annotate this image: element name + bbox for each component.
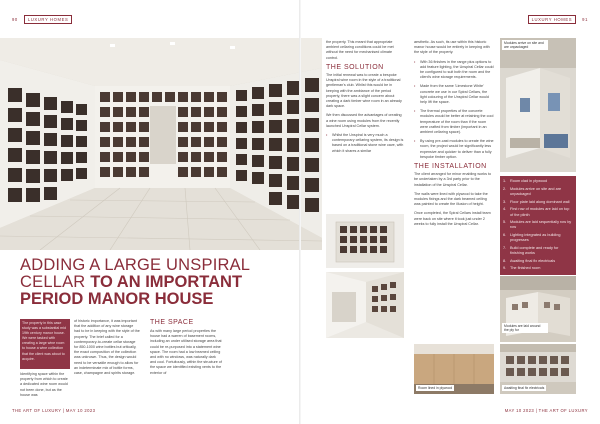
left-section-tag: LUXURY HOMES: [24, 15, 73, 24]
hero-wine-room-photo: [0, 38, 322, 250]
caption-modules-arrive: Modules arrive on site and are unpackaged: [502, 40, 548, 50]
modules-unpacked-photo: [500, 38, 576, 172]
the-installation-heading: THE INSTALLATION: [414, 163, 487, 171]
caption-electricals: Awaiting final fix electricals: [504, 386, 545, 390]
solution-bullet: • Whilst the Unspiral is very much a contemporary cellaring system, its design is based on a traditional stone wine cave, with which it shares a similar: [326, 133, 404, 154]
wine-module-photo: [326, 214, 404, 268]
left-column-b-text: of historic importance, it was important that the addition of any wine storage had to be in keeping with the style of the property. The brief called for a contemporary-to-create cellar storage for 850-1000 wine bottles but critically, the exact composition of the collection was unknown. Thus, the design would need to be versatile enough to allow for an indeterminate mix of bottle forms, case, champagne and spirits storage.: [74, 319, 140, 376]
the-solution-heading: THE SOLUTION: [326, 63, 384, 71]
intro-pullquote: The property in this case study was a substantial mid 19th century manor house. We were tasked with creating a large wine room to house a wine collection that the client was about to acquire.: [20, 319, 70, 369]
r1-intro-text: the property. This meant that appropriate ambient cellaring conditions could be met without the need for mechanised climate control.: [326, 40, 394, 60]
step-item: 6. Lighting integrated as building progresses: [503, 233, 561, 243]
room-corner-photo: [326, 272, 404, 338]
title-line-2-bold: TO AN IMPORTANT: [90, 273, 243, 291]
left-page-number: 90: [12, 16, 18, 22]
step-item: 4. First row of modules are laid on top of the plinth: [503, 207, 570, 217]
benefits-bullets: [414, 60, 494, 160]
left-page-header: [12, 14, 72, 24]
title-line-1: ADDING A LARGE UNSPIRAL: [20, 256, 251, 274]
install-paragraph-2: The walls were lined with plywood to take the modules fixings and the dark beamed ceiling was painted to create the illusion of height.: [414, 191, 488, 207]
article-title: [20, 257, 300, 308]
benefit-bullet: • With 36 finishes in the range plus options to add feature lighting, the Unspiral Cellar could be configured to suit both the room and the client's wine storage requirements.: [414, 60, 494, 81]
step-item: 5. Modules are laid sequentially row by row: [503, 220, 572, 230]
title-line-2-light: CELLAR: [20, 273, 91, 291]
left-page-footer: THE ART OF LUXURY | MAY 10 2023: [12, 408, 96, 413]
solution-paragraph-2: We then discussed the advantages of creating a wine room using modules from the recently launched Unspiral Cellar system.: [326, 113, 402, 128]
install-paragraph-1: The client arranged for minor enabling works to be undertaken by a 3rd party prior to the installation of the Unspiral Cellar.: [414, 172, 492, 187]
caption-room-lined: Room lined in plywood: [418, 386, 453, 390]
right-column-1: [326, 40, 404, 158]
solution-paragraph-1: The initial renewal was to create a bespoke Unspiral wine room in the style of a traditional gentleman's club. Whilst this would be in keeping with the ambiance of the period property, there was a slight concern about creating a dark timber wine room in an already dark space.: [326, 73, 402, 109]
left-column-a-text: Identifying space within the property from which to create a dedicated wine room would not been done, but as the house was: [20, 372, 68, 397]
page-gutter: [299, 0, 301, 424]
install-paragraph-3: Once completed, the Spiral Cellars install team were back on site where it took just under 2 weeks to fully install the Unspiral Cellar.: [414, 211, 491, 226]
benefit-bullet: • Made from the same 'Limestone White' concrete we use in our Spiral Cellars, the light colouring of the Unspiral Cellar would help lift the space.: [414, 84, 494, 105]
solution-bullets: [326, 133, 404, 154]
the-space-heading: THE SPACE: [150, 319, 194, 326]
installation-steps-panel: [500, 176, 576, 275]
title-line-3: PERIOD MANOR HOUSE: [20, 290, 214, 308]
step-item: 1. Room clad in plywood: [503, 179, 548, 184]
right-page-header: [528, 14, 588, 24]
step-item: 3. Floor plate laid along dominant wall: [503, 199, 570, 204]
right-column-2: [414, 40, 494, 231]
step-item: 8. Awaiting final fix electricals: [503, 258, 556, 263]
step-item: 7. Build complete and ready for finishing works: [503, 245, 559, 255]
step-item: 2. Modules arrive on site and are unpackaged: [503, 186, 562, 197]
the-space-section: [150, 319, 222, 376]
step-item: 9. The finished room: [503, 266, 541, 271]
right-page-footer: MAY 10 2023 | THE ART OF LUXURY: [504, 408, 588, 413]
right-page-number: 91: [582, 16, 588, 22]
benefit-bullet: • By using pre-cast modules to create the wine room, the project would be significantly less expensive and quicker to deliver than a fully bespoke timber option.: [414, 139, 494, 160]
caption-modules-laid: Modules are laid around the ply for: [502, 323, 548, 333]
right-section-tag: LUXURY HOMES: [528, 15, 577, 24]
benefit-bullet: • The thermal properties of the concrete modules would be better at retaining the cool temperature of the room than if the room were crafted from timber (important in an ambient cellaring space).: [414, 109, 494, 135]
the-space-text: As with many large period properties the house had a warren of basement rooms, including an under utilised storage area that could be re-purposed into a statement wine space. The room had a low beamed ceiling and with no windows, was naturally dark and cool. Fortuitously, within the structure of the space we identified existing vents to the exterior of: [150, 329, 222, 375]
r2-intro-text: aesthetic. As such, its use within this historic manor house would be entirely in keeping with the style of the property.: [414, 40, 490, 55]
